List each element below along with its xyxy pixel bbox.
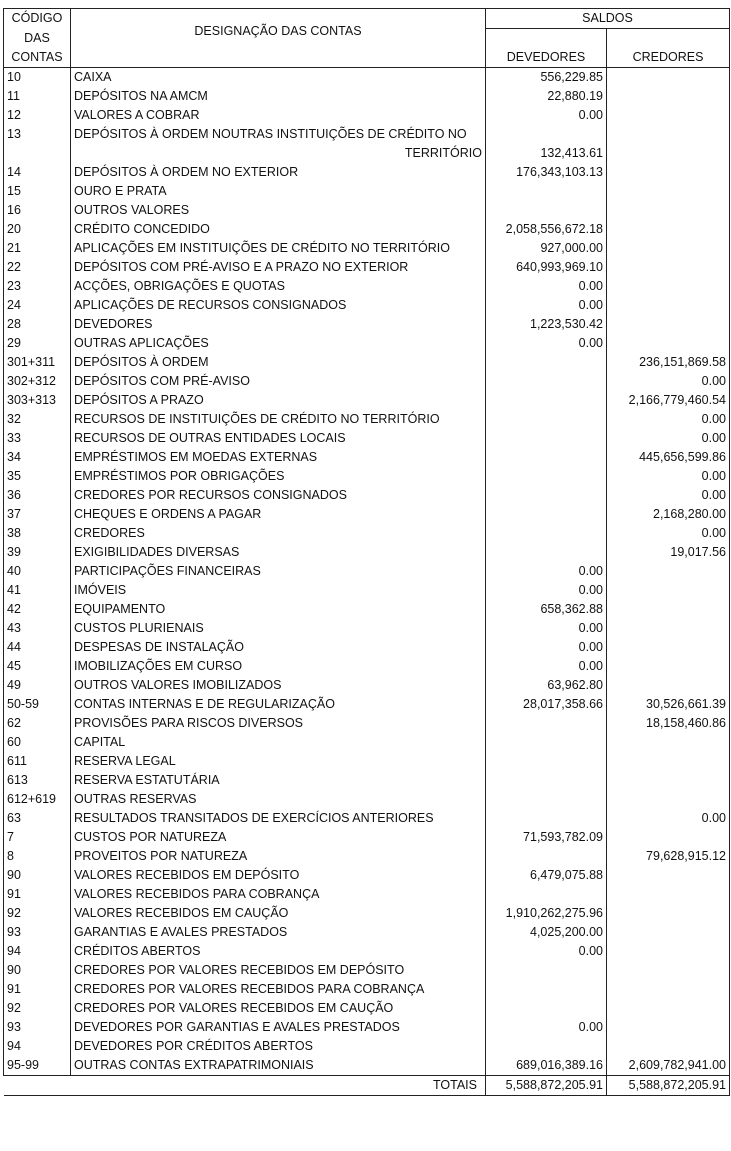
account-code: 92 bbox=[4, 999, 71, 1018]
credit-balance: 2,609,782,941.00 bbox=[607, 1056, 730, 1076]
credit-balance: 0.00 bbox=[607, 429, 730, 448]
table-row bbox=[4, 486, 730, 505]
account-code: 90 bbox=[4, 961, 71, 980]
table-row bbox=[4, 714, 730, 733]
account-name: DESPESAS DE INSTALAÇÃO bbox=[71, 638, 486, 657]
account-code: 94 bbox=[4, 1037, 71, 1056]
table-row bbox=[4, 581, 730, 600]
debit-balance bbox=[486, 372, 607, 391]
credit-balance: 18,158,460.86 bbox=[607, 714, 730, 733]
account-code: 43 bbox=[4, 619, 71, 638]
account-code: 613 bbox=[4, 771, 71, 790]
credit-balance bbox=[607, 220, 730, 239]
table-row bbox=[4, 771, 730, 790]
account-name: OUTRAS CONTAS EXTRAPATRIMONIAIS bbox=[71, 1056, 486, 1076]
table-row bbox=[4, 125, 730, 144]
table-row bbox=[4, 733, 730, 752]
account-code: 29 bbox=[4, 334, 71, 353]
header-code: CÓDIGO bbox=[4, 9, 71, 29]
account-name: CUSTOS PLURIENAIS bbox=[71, 619, 486, 638]
credit-balance bbox=[607, 163, 730, 182]
account-code: 44 bbox=[4, 638, 71, 657]
debit-balance bbox=[486, 714, 607, 733]
debit-balance: 132,413.61 bbox=[486, 144, 607, 163]
credit-balance bbox=[607, 600, 730, 619]
table-row bbox=[4, 106, 730, 125]
account-name: DEVEDORES POR GARANTIAS E AVALES PRESTADOS bbox=[71, 1018, 486, 1037]
debit-balance: 640,993,969.10 bbox=[486, 258, 607, 277]
account-code: 612+619 bbox=[4, 790, 71, 809]
table-row bbox=[4, 220, 730, 239]
credit-balance bbox=[607, 999, 730, 1018]
debit-balance: 2,058,556,672.18 bbox=[486, 220, 607, 239]
account-name: CREDORES POR VALORES RECEBIDOS EM CAUÇÃO bbox=[71, 999, 486, 1018]
debit-balance bbox=[486, 999, 607, 1018]
account-code: 50-59 bbox=[4, 695, 71, 714]
account-name: EMPRÉSTIMOS POR OBRIGAÇÕES bbox=[71, 467, 486, 486]
account-name: PROVEITOS POR NATUREZA bbox=[71, 847, 486, 866]
table-row bbox=[4, 562, 730, 581]
account-code: 41 bbox=[4, 581, 71, 600]
table-row bbox=[4, 277, 730, 296]
credit-balance: 0.00 bbox=[607, 524, 730, 543]
credit-balance: 0.00 bbox=[607, 486, 730, 505]
account-name: EQUIPAMENTO bbox=[71, 600, 486, 619]
credit-balance bbox=[607, 125, 730, 144]
account-name: DEPÓSITOS NA AMCM bbox=[71, 87, 486, 106]
account-name: VALORES A COBRAR bbox=[71, 106, 486, 125]
account-name: DEPÓSITOS COM PRÉ-AVISO bbox=[71, 372, 486, 391]
credit-balance bbox=[607, 828, 730, 847]
table-row bbox=[4, 1037, 730, 1056]
table-row bbox=[4, 258, 730, 277]
account-name: VALORES RECEBIDOS EM DEPÓSITO bbox=[71, 866, 486, 885]
table-row bbox=[4, 904, 730, 923]
account-name: EMPRÉSTIMOS EM MOEDAS EXTERNAS bbox=[71, 448, 486, 467]
debit-balance bbox=[486, 429, 607, 448]
account-name: RECURSOS DE OUTRAS ENTIDADES LOCAIS bbox=[71, 429, 486, 448]
debit-balance: 176,343,103.13 bbox=[486, 163, 607, 182]
credit-balance bbox=[607, 638, 730, 657]
account-code: 45 bbox=[4, 657, 71, 676]
header-code-line2: DAS bbox=[4, 29, 71, 49]
account-name: CREDORES bbox=[71, 524, 486, 543]
account-code: 90 bbox=[4, 866, 71, 885]
account-code: 21 bbox=[4, 239, 71, 258]
credit-balance bbox=[607, 961, 730, 980]
debit-balance: 0.00 bbox=[486, 1018, 607, 1037]
table-row bbox=[4, 543, 730, 562]
totals-debit: 5,588,872,205.91 bbox=[486, 1076, 607, 1096]
debit-balance: 71,593,782.09 bbox=[486, 828, 607, 847]
credit-balance bbox=[607, 562, 730, 581]
credit-balance bbox=[607, 239, 730, 258]
account-code: 91 bbox=[4, 885, 71, 904]
account-name: CHEQUES E ORDENS A PAGAR bbox=[71, 505, 486, 524]
credit-balance: 79,628,915.12 bbox=[607, 847, 730, 866]
table-row bbox=[4, 144, 730, 163]
credit-balance bbox=[607, 315, 730, 334]
debit-balance bbox=[486, 410, 607, 429]
table-row bbox=[4, 201, 730, 220]
debit-balance: 0.00 bbox=[486, 106, 607, 125]
table-row bbox=[4, 334, 730, 353]
table-row bbox=[4, 391, 730, 410]
debit-balance bbox=[486, 771, 607, 790]
account-name: DEPÓSITOS À ORDEM NOUTRAS INSTITUIÇÕES DE CRÉDITO NO bbox=[71, 125, 486, 144]
account-code: 14 bbox=[4, 163, 71, 182]
table-row bbox=[4, 961, 730, 980]
account-code: 10 bbox=[4, 68, 71, 88]
account-code: 94 bbox=[4, 942, 71, 961]
table-row bbox=[4, 505, 730, 524]
table-row bbox=[4, 467, 730, 486]
credit-balance: 19,017.56 bbox=[607, 543, 730, 562]
debit-balance: 0.00 bbox=[486, 581, 607, 600]
debit-balance bbox=[486, 201, 607, 220]
credit-balance bbox=[607, 334, 730, 353]
debit-balance: 927,000.00 bbox=[486, 239, 607, 258]
debit-balance bbox=[486, 125, 607, 144]
credit-balance: 2,166,779,460.54 bbox=[607, 391, 730, 410]
table-row bbox=[4, 429, 730, 448]
credit-balance bbox=[607, 733, 730, 752]
account-code: 91 bbox=[4, 980, 71, 999]
credit-balance bbox=[607, 258, 730, 277]
totals-row bbox=[4, 1076, 730, 1096]
credit-balance bbox=[607, 201, 730, 220]
account-name: DEPÓSITOS COM PRÉ-AVISO E A PRAZO NO EXTERIOR bbox=[71, 258, 486, 277]
account-code: 302+312 bbox=[4, 372, 71, 391]
header-designation: DESIGNAÇÃO DAS CONTAS bbox=[71, 9, 486, 68]
table-row bbox=[4, 239, 730, 258]
credit-balance: 30,526,661.39 bbox=[607, 695, 730, 714]
credit-balance bbox=[607, 619, 730, 638]
debit-balance bbox=[486, 505, 607, 524]
account-code: 23 bbox=[4, 277, 71, 296]
debit-balance: 63,962.80 bbox=[486, 676, 607, 695]
totals-credit: 5,588,872,205.91 bbox=[607, 1076, 730, 1096]
account-name: DEPÓSITOS À ORDEM bbox=[71, 353, 486, 372]
table-row bbox=[4, 885, 730, 904]
account-name: RESULTADOS TRANSITADOS DE EXERCÍCIOS ANTERIORES bbox=[71, 809, 486, 828]
account-code: 42 bbox=[4, 600, 71, 619]
table-row bbox=[4, 695, 730, 714]
credit-balance: 445,656,599.86 bbox=[607, 448, 730, 467]
account-name: VALORES RECEBIDOS EM CAUÇÃO bbox=[71, 904, 486, 923]
header-balances: SALDOS bbox=[486, 9, 730, 29]
account-code: 40 bbox=[4, 562, 71, 581]
debit-balance: 0.00 bbox=[486, 638, 607, 657]
account-code: 37 bbox=[4, 505, 71, 524]
account-code: 33 bbox=[4, 429, 71, 448]
credit-balance bbox=[607, 885, 730, 904]
debit-balance bbox=[486, 752, 607, 771]
table-row bbox=[4, 296, 730, 315]
credit-balance bbox=[607, 752, 730, 771]
table-row bbox=[4, 619, 730, 638]
table-row bbox=[4, 999, 730, 1018]
account-name: RECURSOS DE INSTITUIÇÕES DE CRÉDITO NO TERRITÓRIO bbox=[71, 410, 486, 429]
account-code: 62 bbox=[4, 714, 71, 733]
account-code: 93 bbox=[4, 1018, 71, 1037]
account-code: 301+311 bbox=[4, 353, 71, 372]
debit-balance bbox=[486, 353, 607, 372]
account-name: CAPITAL bbox=[71, 733, 486, 752]
table-row bbox=[4, 942, 730, 961]
debit-balance: 0.00 bbox=[486, 657, 607, 676]
debit-balance: 1,910,262,275.96 bbox=[486, 904, 607, 923]
account-name: DEVEDORES bbox=[71, 315, 486, 334]
table-row bbox=[4, 410, 730, 429]
account-name: CREDORES POR VALORES RECEBIDOS PARA COBRANÇA bbox=[71, 980, 486, 999]
table-row bbox=[4, 847, 730, 866]
table-row bbox=[4, 828, 730, 847]
table-row bbox=[4, 448, 730, 467]
account-name: OUTRAS RESERVAS bbox=[71, 790, 486, 809]
credit-balance bbox=[607, 1037, 730, 1056]
table-row bbox=[4, 923, 730, 942]
debit-balance: 0.00 bbox=[486, 277, 607, 296]
table-row bbox=[4, 1056, 730, 1076]
account-code: 11 bbox=[4, 87, 71, 106]
debit-balance: 0.00 bbox=[486, 942, 607, 961]
account-name: ACÇÕES, OBRIGAÇÕES E QUOTAS bbox=[71, 277, 486, 296]
table-row bbox=[4, 638, 730, 657]
debit-balance: 28,017,358.66 bbox=[486, 695, 607, 714]
debit-balance: 0.00 bbox=[486, 619, 607, 638]
credit-balance bbox=[607, 277, 730, 296]
credit-balance bbox=[607, 904, 730, 923]
credit-balance bbox=[607, 144, 730, 163]
account-name: IMOBILIZAÇÕES EM CURSO bbox=[71, 657, 486, 676]
account-name: DEPÓSITOS À ORDEM NO EXTERIOR bbox=[71, 163, 486, 182]
debit-balance: 0.00 bbox=[486, 562, 607, 581]
credit-balance: 0.00 bbox=[607, 467, 730, 486]
account-code: 12 bbox=[4, 106, 71, 125]
debit-balance bbox=[486, 391, 607, 410]
account-name: CREDORES POR RECURSOS CONSIGNADOS bbox=[71, 486, 486, 505]
account-code: 28 bbox=[4, 315, 71, 334]
credit-balance bbox=[607, 923, 730, 942]
account-code: 34 bbox=[4, 448, 71, 467]
account-name: CRÉDITOS ABERTOS bbox=[71, 942, 486, 961]
debit-balance bbox=[486, 467, 607, 486]
table-row bbox=[4, 1018, 730, 1037]
account-name: CREDORES POR VALORES RECEBIDOS EM DEPÓSITO bbox=[71, 961, 486, 980]
account-code: 8 bbox=[4, 847, 71, 866]
account-name: DEVEDORES POR CRÉDITOS ABERTOS bbox=[71, 1037, 486, 1056]
account-name: GARANTIAS E AVALES PRESTADOS bbox=[71, 923, 486, 942]
debit-balance: 22,880.19 bbox=[486, 87, 607, 106]
table-row bbox=[4, 87, 730, 106]
debit-balance bbox=[486, 1037, 607, 1056]
credit-balance bbox=[607, 790, 730, 809]
account-name: OUTROS VALORES IMOBILIZADOS bbox=[71, 676, 486, 695]
table-row bbox=[4, 790, 730, 809]
debit-balance: 0.00 bbox=[486, 296, 607, 315]
table-row bbox=[4, 752, 730, 771]
table-row bbox=[4, 68, 730, 88]
account-code: 24 bbox=[4, 296, 71, 315]
debit-balance bbox=[486, 847, 607, 866]
header-code-line3: CONTAS bbox=[4, 48, 71, 68]
header-debit: DEVEDORES bbox=[486, 48, 607, 68]
debit-balance: 658,362.88 bbox=[486, 600, 607, 619]
credit-balance: 236,151,869.58 bbox=[607, 353, 730, 372]
table-row bbox=[4, 809, 730, 828]
debit-balance bbox=[486, 486, 607, 505]
header-credit: CREDORES bbox=[607, 48, 730, 68]
credit-balance bbox=[607, 87, 730, 106]
account-code: 63 bbox=[4, 809, 71, 828]
debit-balance: 689,016,389.16 bbox=[486, 1056, 607, 1076]
account-name: VALORES RECEBIDOS PARA COBRANÇA bbox=[71, 885, 486, 904]
table-row bbox=[4, 980, 730, 999]
account-code: 93 bbox=[4, 923, 71, 942]
credit-balance: 0.00 bbox=[607, 809, 730, 828]
credit-balance bbox=[607, 771, 730, 790]
debit-balance bbox=[486, 524, 607, 543]
account-code: 92 bbox=[4, 904, 71, 923]
credit-balance bbox=[607, 581, 730, 600]
debit-balance bbox=[486, 885, 607, 904]
table-row bbox=[4, 657, 730, 676]
account-code: 15 bbox=[4, 182, 71, 201]
credit-balance bbox=[607, 942, 730, 961]
table-row bbox=[4, 524, 730, 543]
account-code: 13 bbox=[4, 125, 71, 144]
debit-balance bbox=[486, 980, 607, 999]
table-row bbox=[4, 353, 730, 372]
credit-balance: 2,168,280.00 bbox=[607, 505, 730, 524]
table-row bbox=[4, 315, 730, 334]
credit-balance bbox=[607, 182, 730, 201]
account-name: IMÓVEIS bbox=[71, 581, 486, 600]
account-name: APLICAÇÕES EM INSTITUIÇÕES DE CRÉDITO NO TERRITÓRIO bbox=[71, 239, 486, 258]
credit-balance: 0.00 bbox=[607, 372, 730, 391]
debit-balance bbox=[486, 543, 607, 562]
debit-balance bbox=[486, 182, 607, 201]
account-code: 16 bbox=[4, 201, 71, 220]
credit-balance bbox=[607, 106, 730, 125]
table-row bbox=[4, 866, 730, 885]
account-name: OURO E PRATA bbox=[71, 182, 486, 201]
debit-balance bbox=[486, 448, 607, 467]
table-row bbox=[4, 163, 730, 182]
account-code: 95-99 bbox=[4, 1056, 71, 1076]
account-code: 49 bbox=[4, 676, 71, 695]
account-code: 36 bbox=[4, 486, 71, 505]
account-code: 39 bbox=[4, 543, 71, 562]
debit-balance bbox=[486, 961, 607, 980]
account-code: 38 bbox=[4, 524, 71, 543]
credit-balance bbox=[607, 657, 730, 676]
debit-balance: 6,479,075.88 bbox=[486, 866, 607, 885]
account-name: RESERVA LEGAL bbox=[71, 752, 486, 771]
totals-label: TOTAIS bbox=[4, 1076, 486, 1096]
account-code: 60 bbox=[4, 733, 71, 752]
credit-balance bbox=[607, 676, 730, 695]
account-name: RESERVA ESTATUTÁRIA bbox=[71, 771, 486, 790]
credit-balance bbox=[607, 980, 730, 999]
balance-sheet-table bbox=[3, 8, 730, 1096]
debit-balance bbox=[486, 733, 607, 752]
account-name: PROVISÕES PARA RISCOS DIVERSOS bbox=[71, 714, 486, 733]
table-row bbox=[4, 372, 730, 391]
debit-balance: 1,223,530.42 bbox=[486, 315, 607, 334]
account-code: 611 bbox=[4, 752, 71, 771]
account-name: DEPÓSITOS A PRAZO bbox=[71, 391, 486, 410]
account-name: CUSTOS POR NATUREZA bbox=[71, 828, 486, 847]
credit-balance: 0.00 bbox=[607, 410, 730, 429]
account-name: OUTRAS APLICAÇÕES bbox=[71, 334, 486, 353]
table-row bbox=[4, 600, 730, 619]
account-code: 22 bbox=[4, 258, 71, 277]
account-name: EXIGIBILIDADES DIVERSAS bbox=[71, 543, 486, 562]
credit-balance bbox=[607, 296, 730, 315]
account-name: CONTAS INTERNAS E DE REGULARIZAÇÃO bbox=[71, 695, 486, 714]
debit-balance: 556,229.85 bbox=[486, 68, 607, 88]
account-name: CAIXA bbox=[71, 68, 486, 88]
account-name: APLICAÇÕES DE RECURSOS CONSIGNADOS bbox=[71, 296, 486, 315]
account-name: TERRITÓRIO bbox=[71, 144, 486, 163]
account-name: PARTICIPAÇÕES FINANCEIRAS bbox=[71, 562, 486, 581]
account-name: OUTROS VALORES bbox=[71, 201, 486, 220]
account-code: 35 bbox=[4, 467, 71, 486]
debit-balance: 0.00 bbox=[486, 334, 607, 353]
account-code: 32 bbox=[4, 410, 71, 429]
debit-balance: 4,025,200.00 bbox=[486, 923, 607, 942]
table-row bbox=[4, 676, 730, 695]
debit-balance bbox=[486, 790, 607, 809]
account-code: 20 bbox=[4, 220, 71, 239]
table-row bbox=[4, 182, 730, 201]
credit-balance bbox=[607, 68, 730, 88]
account-code: 303+313 bbox=[4, 391, 71, 410]
account-code bbox=[4, 144, 71, 163]
debit-balance bbox=[486, 809, 607, 828]
account-name: CRÉDITO CONCEDIDO bbox=[71, 220, 486, 239]
credit-balance bbox=[607, 866, 730, 885]
account-code: 7 bbox=[4, 828, 71, 847]
credit-balance bbox=[607, 1018, 730, 1037]
